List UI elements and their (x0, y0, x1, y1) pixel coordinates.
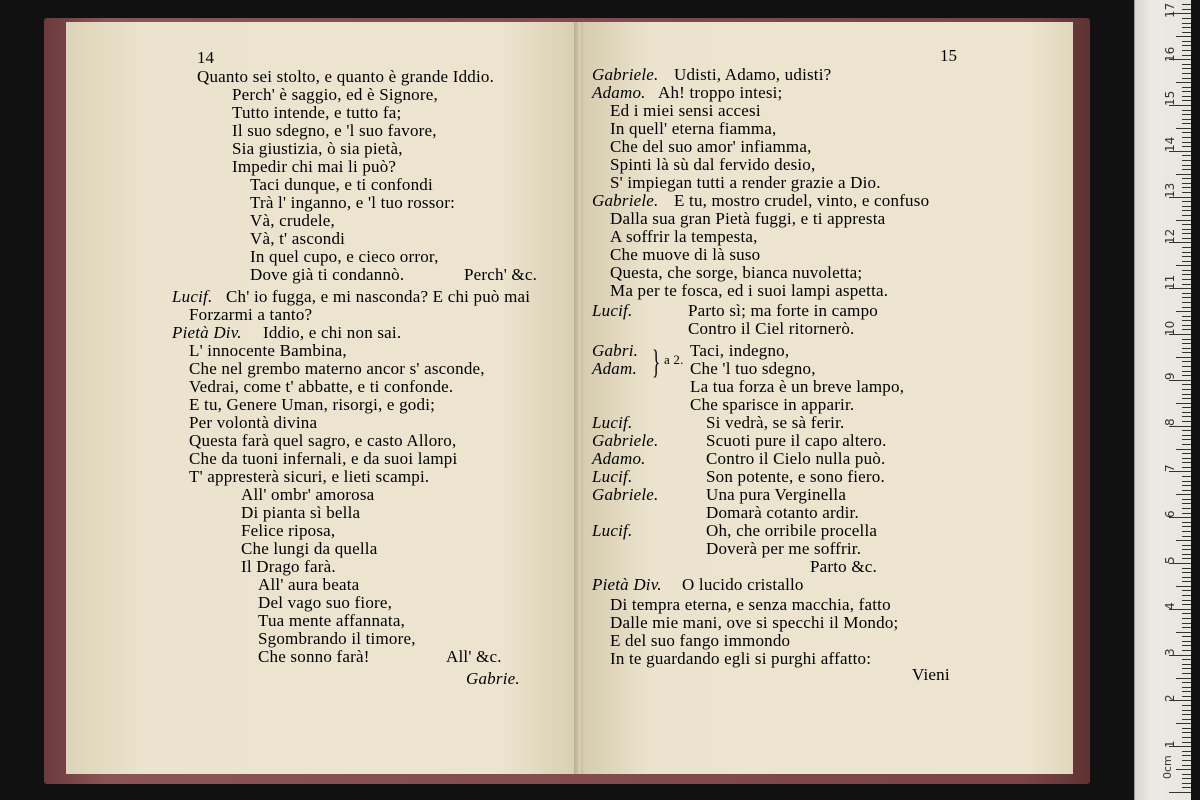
text-line: Son potente, e sono fiero. (706, 467, 885, 486)
ruler-tick (1182, 284, 1191, 285)
text-line: La tua forza è un breve lampo, (690, 377, 905, 396)
text-line: Si vedrà, se sà ferir. (706, 413, 845, 432)
ruler-tick (1182, 325, 1191, 326)
text-line: Dove già ti condannò. (250, 265, 405, 284)
ruler-tick (1182, 320, 1191, 321)
text-line: A soffrir la tempesta, (610, 227, 758, 246)
ruler-tick (1182, 100, 1191, 101)
text-line: All' ombr' amorosa (241, 485, 375, 504)
ruler-tick (1182, 737, 1191, 738)
ruler-tick (1182, 274, 1191, 275)
text-line: Dalla sua gran Pietà fuggi, e ti appresta (610, 209, 886, 228)
ruler-tick (1182, 297, 1191, 298)
ruler-number: 10 (1163, 320, 1177, 336)
ruler-tick (1176, 494, 1191, 495)
ruler-tick (1182, 581, 1191, 582)
text-line: Perch' è saggio, ed è Signore, (232, 85, 438, 104)
speaker-label: Adam. (592, 359, 637, 378)
ruler-tick (1182, 439, 1191, 440)
speaker-label: Lucif. (592, 467, 633, 486)
ruler-tick (1182, 554, 1191, 555)
text-line: Trà l' inganno, e 'l tuo rossor: (250, 193, 456, 212)
text-line: Che lungi da quella (241, 539, 378, 558)
ruler-tick (1182, 224, 1191, 225)
ruler-tick (1182, 531, 1191, 532)
ruler-tick (1182, 371, 1191, 372)
ruler-tick (1182, 444, 1191, 445)
text-line: Sia giustizia, ò sia pietà, (232, 139, 403, 158)
speaker-label: Adamo. (592, 449, 646, 468)
ruler-tick (1182, 279, 1191, 280)
text-line: In te guardando egli si purghi affatto: (610, 649, 872, 668)
ruler-tick (1182, 595, 1191, 596)
ruler-tick (1182, 508, 1191, 509)
ruler-tick (1182, 481, 1191, 482)
ruler-tick (1182, 160, 1191, 161)
text-line: O lucido cristallo (682, 575, 804, 594)
catchword: Gabrie. (466, 669, 520, 688)
ruler-tick (1182, 558, 1191, 559)
ruler-tick (1182, 96, 1191, 97)
ruler-tick (1182, 183, 1191, 184)
ruler-tick (1182, 682, 1191, 683)
ruler-number: 7 (1163, 464, 1177, 472)
ruler-tick (1169, 792, 1191, 793)
ruler-tick (1182, 645, 1191, 646)
page-number-right: 15 (940, 46, 957, 65)
ruler-tick (1182, 394, 1191, 395)
ruler-tick (1182, 774, 1191, 775)
ruler-tick (1182, 316, 1191, 317)
measuring-ruler (1134, 0, 1191, 800)
ruler-tick (1182, 91, 1191, 92)
ruler-tick (1182, 41, 1191, 42)
text-line: Taci, indegno, (690, 341, 790, 360)
ruler-number: 16 (1163, 46, 1177, 62)
text-line: Dalle mie mani, ove si specchi il Mondo; (610, 613, 899, 632)
ruler-tick (1182, 87, 1191, 88)
ruler-tick (1182, 412, 1191, 413)
ruler-tick (1182, 352, 1191, 353)
text-line: Contro il Cielo nulla può. (706, 449, 886, 468)
ruler-tick (1182, 513, 1191, 514)
ruler-unit-label: 0cm (1161, 755, 1174, 779)
text-line: Udisti, Adamo, udisti? (674, 65, 832, 84)
speaker-label: Gabriele. (592, 191, 659, 210)
text-line: Ma per te fosca, ed i suoi lampi aspetta. (610, 281, 889, 300)
ruler-number: 15 (1163, 90, 1177, 106)
ruler-tick (1182, 728, 1191, 729)
ruler-tick (1182, 751, 1191, 752)
ruler-tick (1182, 23, 1191, 24)
text-line: Ah! troppo intesi; (658, 83, 783, 102)
ruler-tick (1176, 586, 1191, 587)
text-line: All' aura beata (258, 575, 360, 594)
speaker-label: Gabri. (592, 341, 639, 360)
ruler-tick (1182, 416, 1191, 417)
ruler-tick (1182, 142, 1191, 143)
ruler-number: 3 (1163, 648, 1177, 656)
speaker-label: Lucif. (592, 413, 633, 432)
ruler-tick (1182, 329, 1191, 330)
ruler-tick (1182, 668, 1191, 669)
ruler-tick (1182, 302, 1191, 303)
ruler-tick (1182, 339, 1191, 340)
text-line: Và, t' ascondi (250, 229, 346, 248)
ruler-tick (1182, 307, 1191, 308)
ruler-number: 5 (1163, 556, 1177, 564)
ruler-tick (1182, 604, 1191, 605)
ruler-tick (1176, 403, 1191, 404)
ruler-tick (1176, 540, 1191, 541)
text-line: Il suo sdegno, e 'l suo favore, (232, 121, 437, 140)
speaker-label: Pietà Div. (172, 323, 242, 342)
ruler-tick (1182, 522, 1191, 523)
text-line: Taci dunque, e ti confondi (250, 175, 433, 194)
page-number-left: 14 (197, 48, 214, 67)
ruler-tick (1182, 503, 1191, 504)
catchword: Vieni (912, 665, 950, 684)
ruler-tick (1182, 545, 1191, 546)
ruler-tick (1176, 723, 1191, 724)
text-line: Per volontà divina (189, 413, 318, 432)
ruler-number: 9 (1163, 372, 1177, 380)
ruler-tick (1182, 32, 1191, 33)
ruler-tick (1182, 78, 1191, 79)
text-line: Forzarmi a tanto? (189, 305, 313, 324)
ruler-number: 17 (1163, 2, 1177, 18)
ruler-tick (1182, 261, 1191, 262)
ruler-tick (1182, 613, 1191, 614)
speaker-label: Lucif. (592, 301, 633, 320)
text-line: Vedrai, come t' abbatte, e ti confonde. (189, 377, 454, 396)
text-line: Di pianta sì bella (241, 503, 361, 522)
ruler-tick (1176, 265, 1191, 266)
ruler-number: 4 (1163, 602, 1177, 610)
ruler-tick (1182, 705, 1191, 706)
ruler-tick (1182, 778, 1191, 779)
ruler-tick (1182, 137, 1191, 138)
speaker-label: Pietà Div. (592, 575, 662, 594)
text-line: Una pura Verginella (706, 485, 847, 504)
ruler-tick (1182, 568, 1191, 569)
text-line: L' innocente Bambina, (189, 341, 347, 360)
ruler-tick (1176, 311, 1191, 312)
ruler-tick (1182, 590, 1191, 591)
text-line: Che sonno farà! (258, 647, 370, 666)
ruler-tick (1182, 467, 1191, 468)
text-line: Ed i miei sensi accesi (610, 101, 761, 120)
ruler-tick (1182, 4, 1191, 5)
ruler-tick (1182, 64, 1191, 65)
ruler-tick (1182, 636, 1191, 637)
speaker-label: Adamo. (592, 83, 646, 102)
ruler-tick (1182, 577, 1191, 578)
text-line: Ch' io fugga, e mi nasconda? E chi può mai (226, 287, 531, 306)
text-line: Spinti là sù dal fervido desio, (610, 155, 816, 174)
text-line: S' impiegan tutti a render grazie a Dio. (610, 173, 881, 192)
ruler-tick (1176, 82, 1191, 83)
ruler-tick (1176, 632, 1191, 633)
ruler-number: 2 (1163, 694, 1177, 702)
ruler-tick (1182, 673, 1191, 674)
ruler-tick (1176, 128, 1191, 129)
ruler-tick (1182, 659, 1191, 660)
ruler-number: 11 (1163, 274, 1177, 290)
text-line: In quell' eterna fiamma, (610, 119, 777, 138)
ruler-tick (1182, 201, 1191, 202)
ruler-tick (1176, 769, 1191, 770)
ruler-tick (1182, 206, 1191, 207)
text-line: Impedir chi mai li può? (232, 157, 397, 176)
text-line: Che nel grembo materno ancor s' asconde, (189, 359, 485, 378)
ruler-tick (1182, 123, 1191, 124)
text-line: Tutto intende, e tutto fa; (232, 103, 402, 122)
ruler-tick (1182, 9, 1191, 10)
text-line: Iddio, e chi non sai. (263, 323, 402, 342)
speaker-label: Gabriele. (592, 485, 659, 504)
ruler-tick (1182, 755, 1191, 756)
ruler-tick (1182, 600, 1191, 601)
ruler-number: 13 (1163, 182, 1177, 198)
text-line: E tu, mostro crudel, vinto, e confuso (674, 191, 930, 210)
ruler-tick (1182, 760, 1191, 761)
ruler-tick (1182, 407, 1191, 408)
text-line: Contro il Ciel ritornerò. (688, 319, 855, 338)
ruler-tick (1182, 462, 1191, 463)
ruler-tick (1182, 421, 1191, 422)
ruler-number: 6 (1163, 510, 1177, 518)
text-line: Và, crudele, (250, 211, 335, 230)
ruler-tick (1182, 293, 1191, 294)
ruler-tick (1182, 398, 1191, 399)
ruler-tick (1182, 572, 1191, 573)
ruler-tick (1182, 710, 1191, 711)
ruler-tick (1182, 375, 1191, 376)
ruler-tick (1182, 192, 1191, 193)
text-line: T' appresterà sicuri, e lieti scampi. (189, 467, 430, 486)
ruler-tick (1182, 691, 1191, 692)
text-line: Doverà per me soffrir. (706, 539, 862, 558)
ruler-tick (1176, 174, 1191, 175)
ruler-tick (1182, 252, 1191, 253)
ruler-tick (1182, 361, 1191, 362)
ruler-tick (1182, 155, 1191, 156)
text-line: Che muove di là suso (610, 245, 761, 264)
ruler-tick (1182, 165, 1191, 166)
brace-icon: } (652, 344, 661, 381)
text-line: Parto &c. (810, 557, 877, 576)
ruler-tick (1182, 68, 1191, 69)
ruler-tick (1182, 787, 1191, 788)
ruler-tick (1182, 238, 1191, 239)
ruler-tick (1176, 678, 1191, 679)
text-line: Quanto sei stolto, e quanto è grande Iddio. (197, 67, 495, 86)
text-line: Felice riposa, (241, 521, 336, 540)
ruler-tick (1182, 627, 1191, 628)
ruler-tick (1176, 449, 1191, 450)
text-line: E tu, Genere Uman, risorgi, e godi; (189, 395, 436, 414)
ruler-tick (1182, 536, 1191, 537)
text-line: Questa farà quel sagro, e casto Alloro, (189, 431, 457, 450)
ruler-tick (1182, 641, 1191, 642)
ruler-tick (1182, 27, 1191, 28)
ruler-number: 14 (1163, 136, 1177, 152)
ruler-tick (1182, 742, 1191, 743)
ruler-tick (1176, 36, 1191, 37)
speaker-label: Gabriele. (592, 431, 659, 450)
ruler-tick (1182, 714, 1191, 715)
ruler-tick (1182, 430, 1191, 431)
text-line: E del suo fango immondo (610, 631, 791, 650)
ruler-tick (1182, 476, 1191, 477)
speaker-label: Lucif. (592, 521, 633, 540)
ruler-tick (1182, 435, 1191, 436)
text-line: Che del suo amor' infiamma, (610, 137, 812, 156)
text-line: Perch' &c. (464, 265, 538, 284)
text-line: Questa, che sorge, bianca nuvoletta; (610, 263, 863, 282)
text-line: All' &c. (446, 647, 502, 666)
ruler-tick (1182, 499, 1191, 500)
ruler-tick (1182, 664, 1191, 665)
ruler-number: 1 (1163, 740, 1177, 748)
ruler-tick (1182, 618, 1191, 619)
ruler-tick (1182, 389, 1191, 390)
text-line: Che 'l tuo sdegno, (690, 359, 816, 378)
ruler-tick (1182, 229, 1191, 230)
ruler-tick (1182, 256, 1191, 257)
ruler-tick (1182, 343, 1191, 344)
speaker-label: Lucif. (172, 287, 213, 306)
ruler-tick (1182, 458, 1191, 459)
ruler-tick (1182, 55, 1191, 56)
ruler-tick (1176, 357, 1191, 358)
ruler-tick (1182, 187, 1191, 188)
ruler-tick (1182, 270, 1191, 271)
ruler-tick (1182, 210, 1191, 211)
ruler-tick (1182, 73, 1191, 74)
ruler-tick (1182, 18, 1191, 19)
ruler-number: 12 (1163, 228, 1177, 244)
ruler-tick (1176, 220, 1191, 221)
speaker-label: Gabriele. (592, 65, 659, 84)
ruler-tick (1182, 623, 1191, 624)
ruler-tick (1182, 765, 1191, 766)
ruler-tick (1182, 146, 1191, 147)
ruler-tick (1182, 178, 1191, 179)
ruler-tick (1182, 719, 1191, 720)
ruler-tick (1182, 366, 1191, 367)
text-line: Di tempra eterna, e senza macchia, fatto (610, 595, 891, 614)
ruler-tick (1182, 119, 1191, 120)
text-line: Oh, che orribile procella (706, 521, 878, 540)
ruler-tick (1182, 453, 1191, 454)
text-line: In quel cupo, e cieco orror, (250, 247, 439, 266)
text-line: Domarà cotanto ardir. (706, 503, 859, 522)
ruler-tick (1182, 114, 1191, 115)
ruler-tick (1182, 110, 1191, 111)
ruler-tick (1182, 732, 1191, 733)
ruler-tick (1182, 45, 1191, 46)
text-line: Sgombrando il timore, (258, 629, 416, 648)
ruler-tick (1182, 384, 1191, 385)
text-line: Che da tuoni infernali, e da suoi lampi (189, 449, 458, 468)
ruler-tick (1182, 490, 1191, 491)
ruler-tick (1182, 485, 1191, 486)
ruler-tick (1182, 132, 1191, 133)
ruler-tick (1182, 696, 1191, 697)
ruler-tick (1182, 783, 1191, 784)
text-line: Parto sì; ma forte in campo (688, 301, 878, 320)
ruler-tick (1182, 549, 1191, 550)
ruler-tick (1182, 650, 1191, 651)
ruler-tick (1182, 687, 1191, 688)
ruler-tick (1182, 348, 1191, 349)
ruler-number: 8 (1163, 418, 1177, 426)
ruler-tick (1182, 215, 1191, 216)
text-line: Scuoti pure il capo altero. (706, 431, 887, 450)
ruler-tick (1182, 50, 1191, 51)
text-line: Tua mente affannata, (258, 611, 406, 630)
ruler-tick (1182, 169, 1191, 170)
ruler-tick (1182, 247, 1191, 248)
voice-count-label: a 2. (664, 352, 684, 367)
ruler-tick (1182, 526, 1191, 527)
ruler-tick (1182, 233, 1191, 234)
text-line: Il Drago farà. (241, 557, 336, 576)
text-line: Del vago suo fiore, (258, 593, 393, 612)
text-line: Che sparisce in apparir. (690, 395, 855, 414)
